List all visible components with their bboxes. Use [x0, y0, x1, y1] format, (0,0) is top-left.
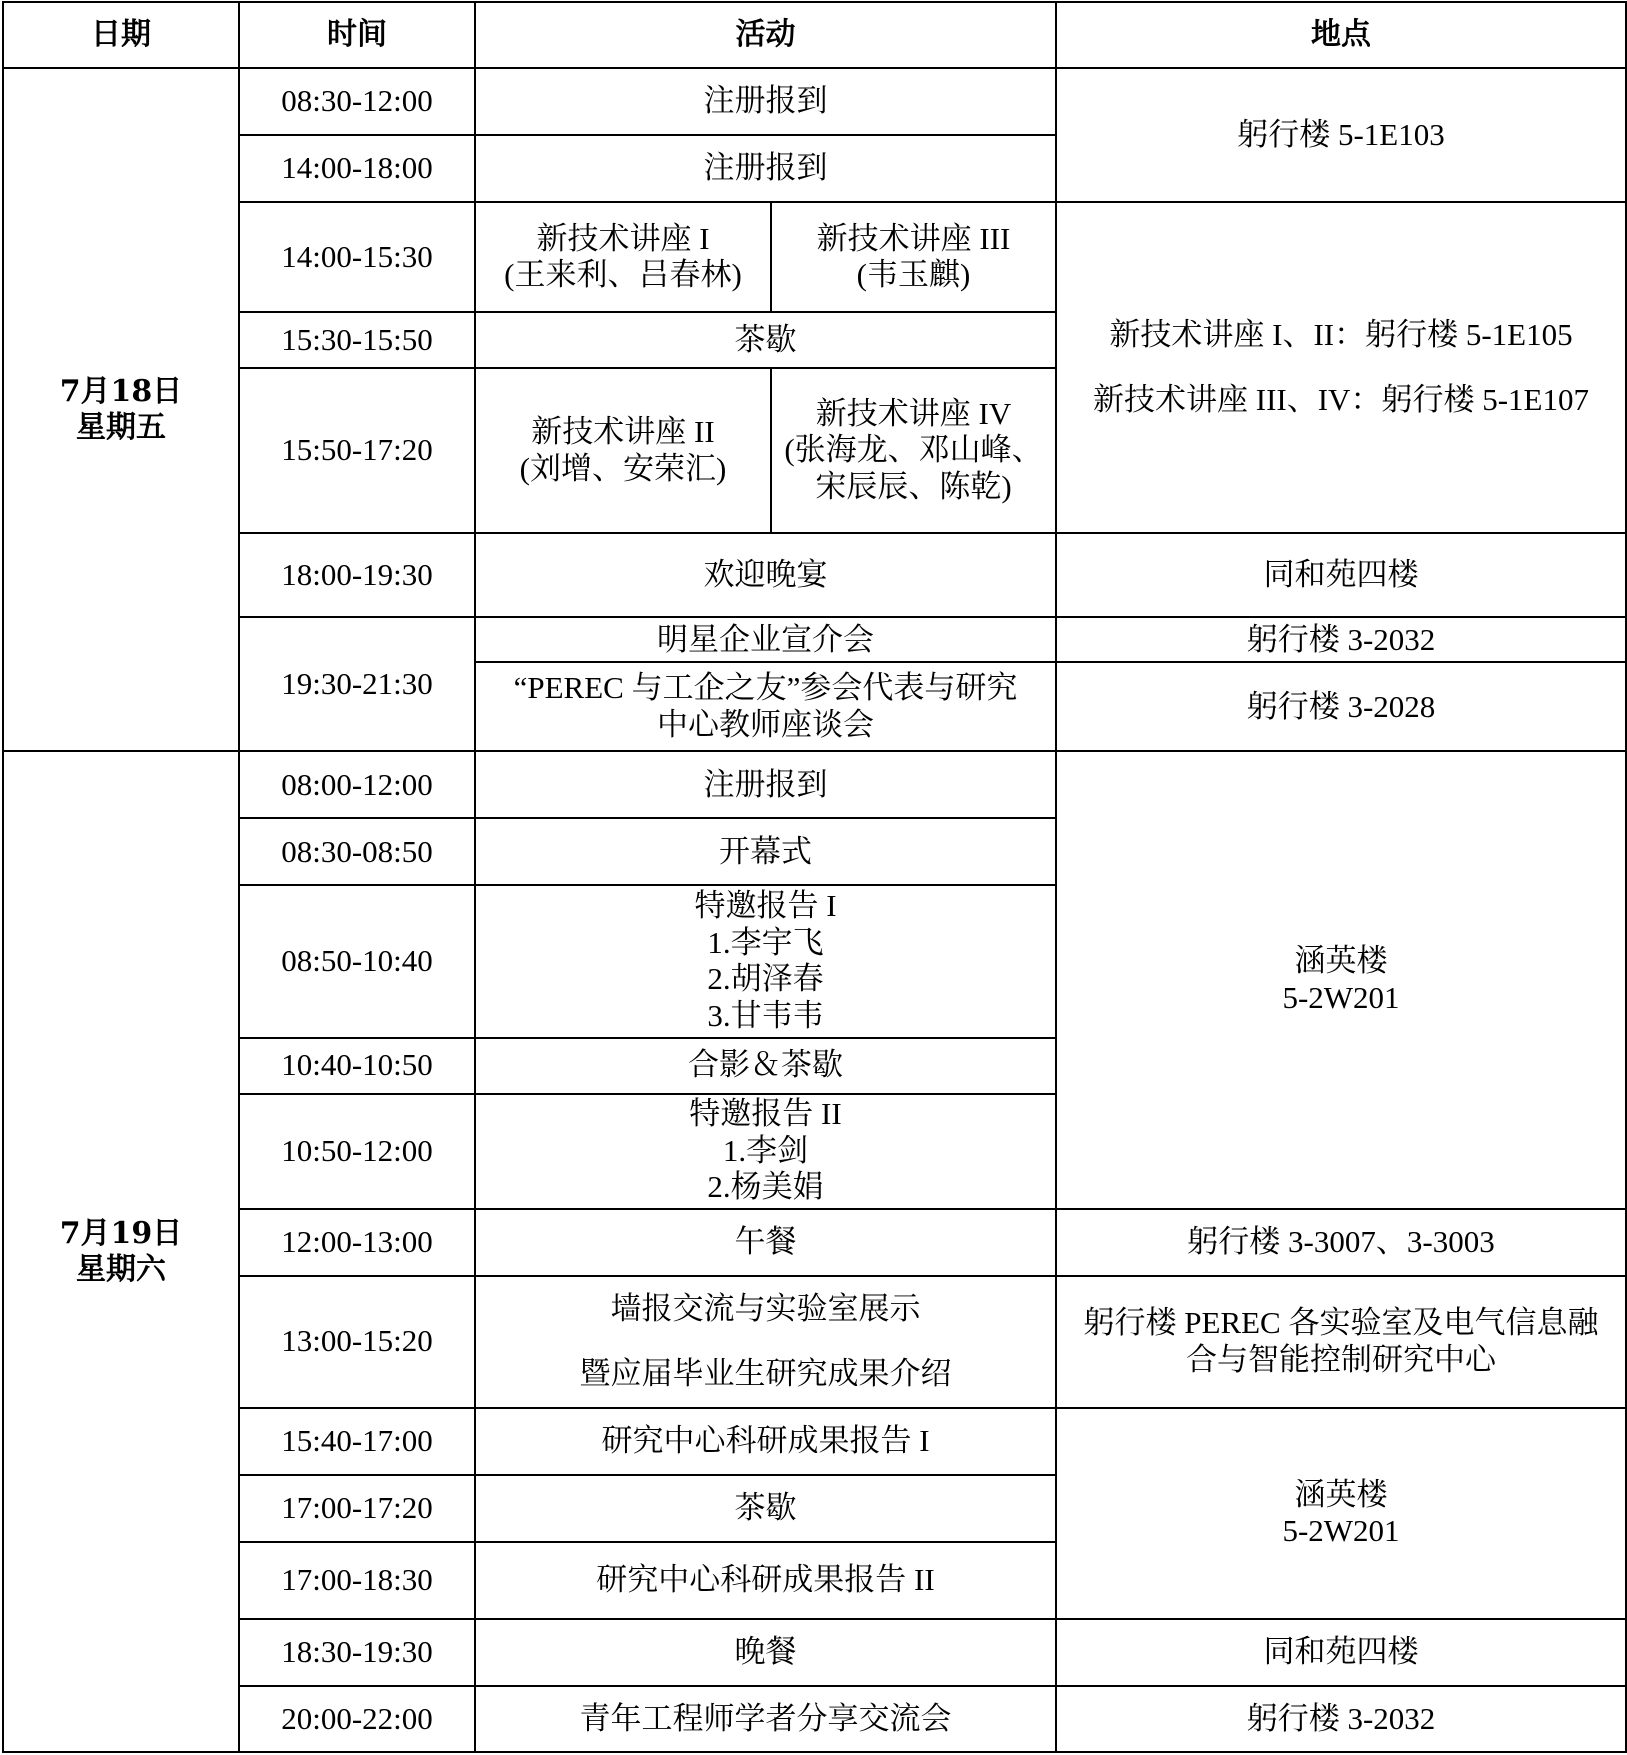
- activity-cell: 注册报到: [475, 751, 1056, 818]
- table-row: [3, 1209, 1626, 1276]
- header-activity: 活动: [475, 2, 1056, 68]
- activity-cell: 研究中心科研成果报告 II: [475, 1542, 1056, 1619]
- day2-weekday: 星期六: [76, 1251, 166, 1287]
- activity-cell: [475, 662, 1056, 751]
- activity-cell: 注册报到: [475, 135, 1056, 202]
- time-cell: 12:00-13:00: [239, 1209, 475, 1276]
- lecture-3-speakers: (韦玉麒): [856, 257, 971, 293]
- header-date: 日期: [3, 2, 239, 68]
- location-cell: 躬行楼 3-2032: [1056, 617, 1626, 662]
- time-cell: 20:00-22:00: [239, 1686, 475, 1752]
- activity-cell: 午餐: [475, 1209, 1056, 1276]
- activity-line: 中心教师座谈会: [657, 706, 874, 742]
- activity-cell: 青年工程师学者分享交流会: [475, 1686, 1056, 1752]
- speaker: 2.杨美娟: [707, 1169, 824, 1205]
- activity-cell: 明星企业宣介会: [475, 617, 1056, 662]
- lecture-1-cell: [475, 202, 771, 312]
- time-cell: 15:40-17:00: [239, 1408, 475, 1475]
- activity-cell: 合影＆茶歇: [475, 1038, 1056, 1094]
- header-time: 时间: [239, 2, 475, 68]
- day1-date: 7月18日: [59, 374, 183, 410]
- time-cell: 14:00-18:00: [239, 135, 475, 202]
- table-row: [3, 1276, 1626, 1408]
- time-cell: 19:30-21:30: [239, 617, 475, 751]
- activity-line: 墙报交流与实验室展示: [610, 1291, 921, 1327]
- table-row: [3, 617, 1626, 662]
- time-cell: 14:00-15:30: [239, 202, 475, 312]
- header-row: [3, 2, 1626, 68]
- location-line: 5-2W201: [1282, 1513, 1400, 1549]
- time-cell: 15:30-15:50: [239, 312, 475, 368]
- location-cell: 躬行楼 3-3007、3-3003: [1056, 1209, 1626, 1276]
- location-lectures-2: 新技术讲座 III、IV：躬行楼 5-1E107: [1093, 381, 1589, 417]
- time-cell: 13:00-15:20: [239, 1276, 475, 1408]
- activity-cell: [475, 885, 1056, 1037]
- time-cell: 18:30-19:30: [239, 1619, 475, 1686]
- time-cell: 17:00-17:20: [239, 1475, 475, 1542]
- location-cell: 同和苑四楼: [1056, 533, 1626, 617]
- activity-cell: 茶歇: [475, 1475, 1056, 1542]
- activity-cell: 晚餐: [475, 1619, 1056, 1686]
- lecture-4-cell: [771, 368, 1056, 533]
- activity-title: 特邀报告 II: [689, 1096, 842, 1132]
- time-cell: 10:50-12:00: [239, 1094, 475, 1209]
- day1-date-cell: [3, 68, 239, 751]
- location-line: 合与智能控制研究中心: [1186, 1341, 1496, 1377]
- table-row: [3, 1686, 1626, 1752]
- time-cell: 08:30-12:00: [239, 68, 475, 135]
- location-cell: [1056, 1408, 1626, 1619]
- lecture-3-cell: [771, 202, 1056, 312]
- location-line: 涵英楼: [1294, 943, 1388, 979]
- table-row: [3, 533, 1626, 617]
- speaker: 2.胡泽春: [707, 961, 824, 997]
- location-line: 涵英楼: [1294, 1476, 1388, 1512]
- speaker: 3.甘韦韦: [707, 998, 824, 1034]
- lecture-2-title: 新技术讲座 II: [531, 414, 715, 450]
- activity-cell: 茶歇: [475, 312, 1056, 368]
- location-cell: 躬行楼 3-2032: [1056, 1686, 1626, 1752]
- day2-date: 7月19日: [59, 1216, 183, 1252]
- activity-line: 暨应届毕业生研究成果介绍: [579, 1355, 952, 1391]
- speaker: 1.李剑: [722, 1132, 809, 1168]
- lecture-4-speakers: (张海龙、邓山峰、: [784, 432, 1043, 468]
- time-cell: 08:30-08:50: [239, 818, 475, 885]
- time-cell: 08:50-10:40: [239, 885, 475, 1037]
- table-row: [3, 202, 1626, 312]
- lecture-4-title: 新技术讲座 IV: [815, 395, 1012, 431]
- location-line: 5-2W201: [1282, 980, 1400, 1015]
- time-cell: 08:00-12:00: [239, 751, 475, 818]
- lecture-4-speakers: 宋辰辰、陈乾): [815, 469, 1012, 505]
- day2-date-cell: [3, 751, 239, 1752]
- activity-cell: 开幕式: [475, 818, 1056, 885]
- lecture-1-speakers: (王来利、吕春林): [504, 257, 742, 293]
- schedule-table: [2, 1, 1627, 1753]
- header-location: 地点: [1056, 2, 1626, 68]
- activity-cell: 研究中心科研成果报告 I: [475, 1408, 1056, 1475]
- time-cell: 15:50-17:20: [239, 368, 475, 533]
- lecture-1-title: 新技术讲座 I: [536, 220, 710, 256]
- location-cell: [1056, 1276, 1626, 1408]
- activity-cell: 注册报到: [475, 68, 1056, 135]
- activity-cell: 欢迎晚宴: [475, 533, 1056, 617]
- lecture-2-cell: [475, 368, 771, 533]
- activity-cell: [475, 1276, 1056, 1408]
- activity-line: “PEREC 与工企之友”参会代表与研究: [513, 670, 1018, 706]
- activity-cell: [475, 1094, 1056, 1209]
- table-row: [3, 1619, 1626, 1686]
- time-cell: 10:40-10:50: [239, 1038, 475, 1094]
- speaker: 1.李宇飞: [707, 924, 824, 960]
- table-row: [3, 1408, 1626, 1475]
- location-cell-lectures: [1056, 202, 1626, 533]
- location-lectures-1: 新技术讲座 I、II：躬行楼 5-1E105: [1109, 317, 1573, 353]
- lecture-2-speakers: (刘增、安荣汇): [519, 450, 727, 486]
- location-line: 躬行楼 PEREC 各实验室及电气信息融: [1083, 1305, 1599, 1341]
- location-cell: 同和苑四楼: [1056, 1619, 1626, 1686]
- location-cell: 躬行楼 5-1E103: [1056, 68, 1626, 202]
- table-row: [3, 751, 1626, 818]
- lecture-3-title: 新技术讲座 III: [816, 220, 1011, 256]
- activity-title: 特邀报告 I: [694, 888, 837, 924]
- time-cell: 17:00-18:30: [239, 1542, 475, 1619]
- location-cell: [1056, 751, 1626, 1208]
- table-row: [3, 68, 1626, 135]
- time-cell: 18:00-19:30: [239, 533, 475, 617]
- location-cell: 躬行楼 3-2028: [1056, 662, 1626, 751]
- day1-weekday: 星期五: [76, 409, 166, 445]
